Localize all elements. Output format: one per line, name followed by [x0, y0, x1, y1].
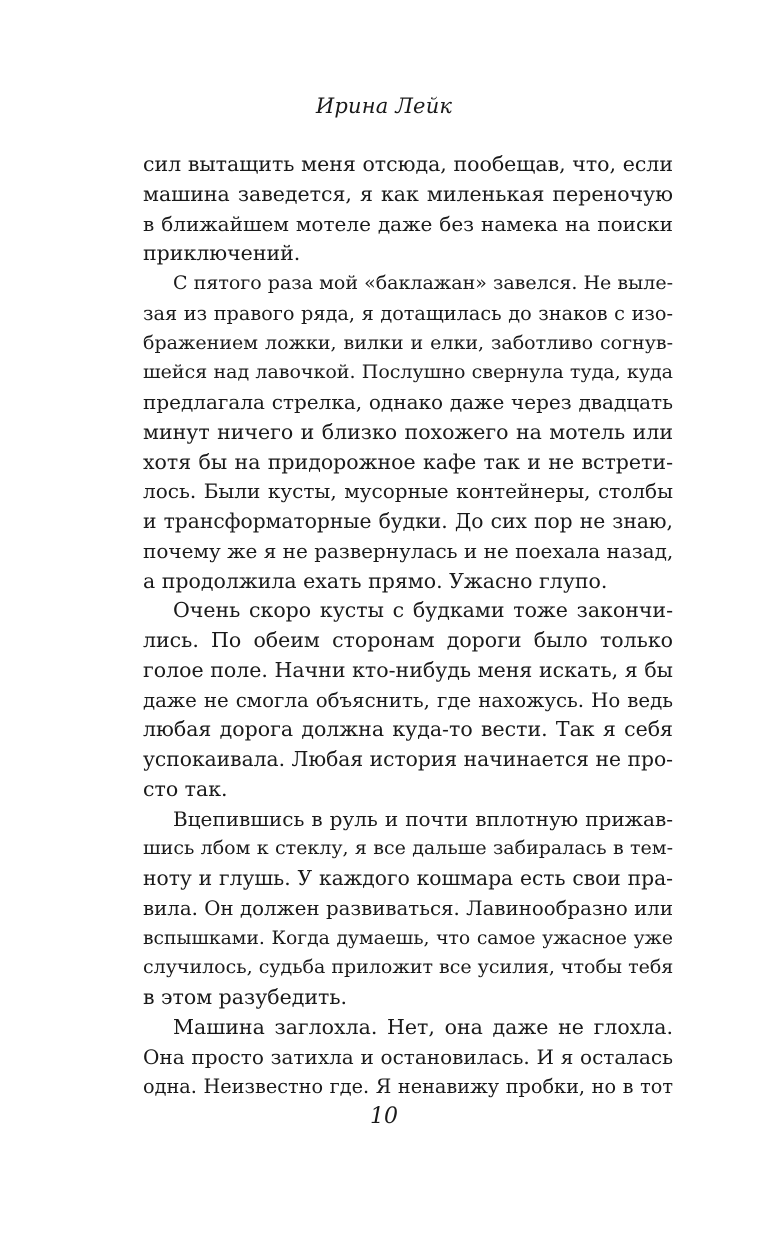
text-line: шейся над лавочкой. Послушно свернула туда, куда [143, 361, 673, 384]
text-line: хотя бы на придорожное кафе так и не встрети- [143, 449, 673, 474]
text-line: одна. Неизвестно где. Я ненавижу пробки, но в тот [143, 1075, 673, 1099]
text-line: Она просто затихла и остановилась. И я осталась [143, 1044, 673, 1069]
text-line: лись. По обеим сторонам дороги было только [143, 628, 673, 652]
text-line: зая из правого ряда, я дотащилась до знаков с изо- [143, 301, 673, 325]
text-line: шись лбом к стеклу, я все дальше забиралась в тем- [143, 837, 673, 860]
text-line: вила. Он должен развиваться. Лавинообразно или [143, 896, 673, 920]
text-line: Машина заглохла. Нет, она даже не глохла. [173, 1014, 673, 1039]
text-line: голое поле. Начни кто-нибудь меня искать, я бы [143, 657, 673, 682]
text-line: случилось, судьба приложит все усилия, чтобы тебя [143, 956, 674, 979]
text-line: Очень скоро кусты с будками тоже закончи- [173, 598, 673, 623]
text-line: успокаивала. Любая история начинается не про- [143, 747, 673, 771]
text-line: почему же я не развернулась и не поехала назад, [143, 538, 674, 563]
text-line: любая дорога должна куда-то вести. Так я себя [143, 717, 673, 742]
text-line: вспышками. Когда думаешь, что самое ужасное уже [143, 927, 673, 949]
text-line: бражением ложки, вилки и елки, заботливо согнув- [143, 331, 673, 354]
text-line: в ближайшем мотеле даже без намека на поиски [143, 211, 673, 236]
page-number: 10 [370, 1104, 398, 1129]
text-line: Вцепившись в руль и почти вплотную прижав- [173, 806, 673, 831]
text-line: сил вытащить меня отсюда, пообещав, что, если [143, 152, 673, 176]
text-line: в этом разубедить. [143, 985, 348, 1009]
text-line: и трансформаторные будки. До сих пор не знаю, [143, 509, 673, 533]
text-line: даже не смогла объяснить, где нахожусь. Но ведь [143, 688, 673, 712]
text-line: машина заведется, я как миленькая переночую [143, 181, 673, 206]
text-line: предлагала стрелка, однако даже через двадцать [143, 390, 673, 414]
text-line: приключений. [143, 241, 301, 266]
text-line: С пятого раза мой «баклажан» завелся. Не выле- [173, 272, 673, 294]
text-line: сто так. [143, 776, 228, 801]
text-line: а продолжила ехать прямо. Ужасно глупо. [143, 568, 608, 593]
text-line: лось. Были кусты, мусорные контейнеры, столбы [143, 479, 673, 504]
text-line: минут ничего и близко похожего на мотель или [143, 419, 673, 444]
body-text [143, 150, 673, 1102]
running-head-author: Ирина Лейк [315, 94, 453, 118]
text-line: ноту и глушь. У каждого кошмара есть свои пра- [143, 866, 673, 890]
